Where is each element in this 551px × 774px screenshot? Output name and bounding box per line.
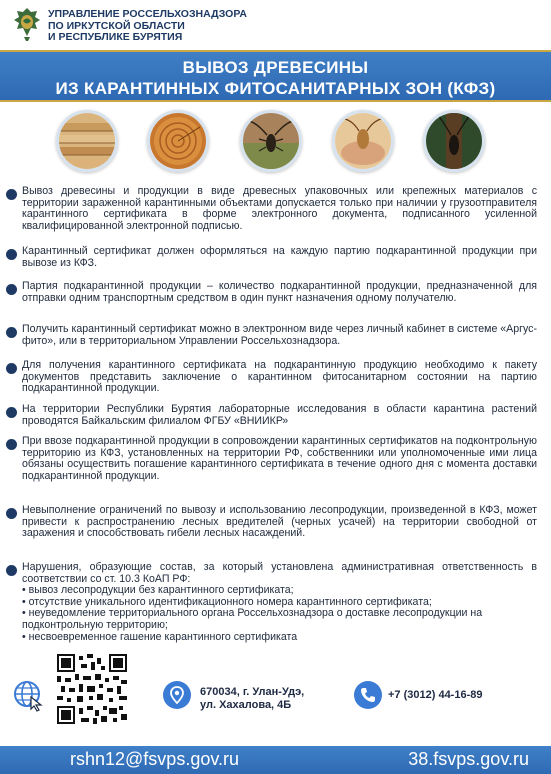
beetle-on-bark-photo — [240, 110, 302, 172]
longhorn-beetle-photo — [423, 110, 485, 172]
item-text: При ввозе подкарантинной продукции в сопровождении карантинных сертификатов на подконтрольную территорию из КФЗ, установленных на территории РФ, собственники или уполномоченные ими лица обязаны осуществить погашение карантинного сертификата в течение одного дня с момента доставки подкарантинной продукции. — [22, 435, 537, 482]
bullet-icon — [6, 508, 17, 519]
phone-number[interactable]: +7 (3012) 44-16-89 — [388, 689, 483, 701]
qr-code[interactable] — [57, 654, 127, 724]
org-name-line: УПРАВЛЕНИЕ РОССЕЛЬХОЗНАДЗОРА — [48, 8, 247, 20]
bullet-icon — [6, 327, 17, 338]
item-text: На территории Республики Бурятия лабораторные исследования в области карантина растений проводятся Байкальским филиалом ФГБУ «ВНИИКР» — [22, 403, 537, 427]
violation-item: • неуведомление территориального органа Россельхознадзора о доставке лесопродукции на подконтрольную территорию; — [22, 607, 483, 631]
item-text: Вывоз древесины и продукции в виде древесных упаковочных или крепежных материалов с территории зараженной карантинными объектами допускается только при наличии у грузоотправителя карантинного сертификата в форме электронного документа, подписанного усиленной квалифицированной электронной подписью. — [22, 185, 537, 232]
violation-item: • отсутствие уникального идентификационного номера карантинного сертификата; — [22, 595, 432, 608]
header — [0, 0, 551, 48]
title-line: ИЗ КАРАНТИННЫХ ФИТОСАНИТАРНЫХ ЗОН (КФЗ) — [55, 79, 496, 98]
bullet-icon — [6, 284, 17, 295]
lumber-photo — [56, 110, 118, 172]
bullet-icon — [6, 363, 17, 374]
bullet-icon — [6, 565, 17, 576]
title-line: ВЫВОЗ ДРЕВЕСИНЫ — [182, 58, 369, 77]
address-line: 670034, г. Улан-Удэ, — [200, 686, 305, 698]
item-text: Для получения карантинного сертификата на подкарантинную продукцию необходимо к пакету документов представить заключение о карантинном фитосанитарном состоянии на партию подкарантинной продукции. — [22, 359, 537, 395]
item-text: Невыполнение ограничений по вывозу и использованию лесопродукции, произведенной в КФЗ, может привести к распространению лесных вредителей (черных усачей) на территории свободной от заражения и способствовать гибели лесных насаждений. — [22, 504, 537, 540]
photo-strip — [0, 110, 551, 176]
bullet-icon — [6, 249, 17, 260]
beetle-in-hand-photo — [332, 110, 394, 172]
cursor-icon — [30, 696, 44, 712]
address-line: ул. Хахалова, 4Б — [200, 698, 292, 711]
location-pin-icon — [163, 681, 191, 709]
item-text: Карантинный сертификат должен оформляться на каждую партию подкарантинной продукции при вывозе из КФЗ. — [22, 245, 537, 269]
org-name — [48, 9, 247, 44]
website-link[interactable]: 38.fsvps.gov.ru — [408, 749, 529, 769]
bullet-icon — [6, 407, 17, 418]
bullet-icon — [6, 439, 17, 450]
address — [200, 686, 304, 711]
email-link[interactable]: rshn12@fsvps.gov.ru — [70, 749, 240, 769]
item-text: Партия подкарантинной продукции – количество подкарантинной продукции, предназначенной для отправки одним транспортным средством в один пункт назначения одному получателю. — [22, 280, 537, 304]
item-text — [22, 562, 537, 643]
bullet-icon — [6, 189, 17, 200]
log-rings-photo — [147, 110, 209, 172]
item-text-intro: Нарушения, образующие состав, за который установлена административная ответственность в соответствии со ст. 10.3 КоАП РФ: — [22, 561, 537, 585]
emblem-icon — [11, 6, 43, 42]
item-text: Получить карантинный сертификат можно в электронном виде через личный кабинет в системе «Аргус-фито», или в территориальном Управлении Россельхознадзора. — [22, 323, 538, 347]
violation-item: • несвоевременное гашение карантинного сертификата — [22, 630, 298, 643]
phone-icon — [354, 681, 382, 709]
footer-bar — [0, 746, 551, 774]
violation-item: • вывоз лесопродукции без карантинного сертификата; — [22, 584, 294, 597]
org-name-line: И РЕСПУБЛИКЕ БУРЯТИЯ — [48, 31, 183, 43]
org-name-line: ПО ИРКУТСКОЙ ОБЛАСТИ — [48, 19, 185, 32]
title-banner — [0, 50, 551, 102]
